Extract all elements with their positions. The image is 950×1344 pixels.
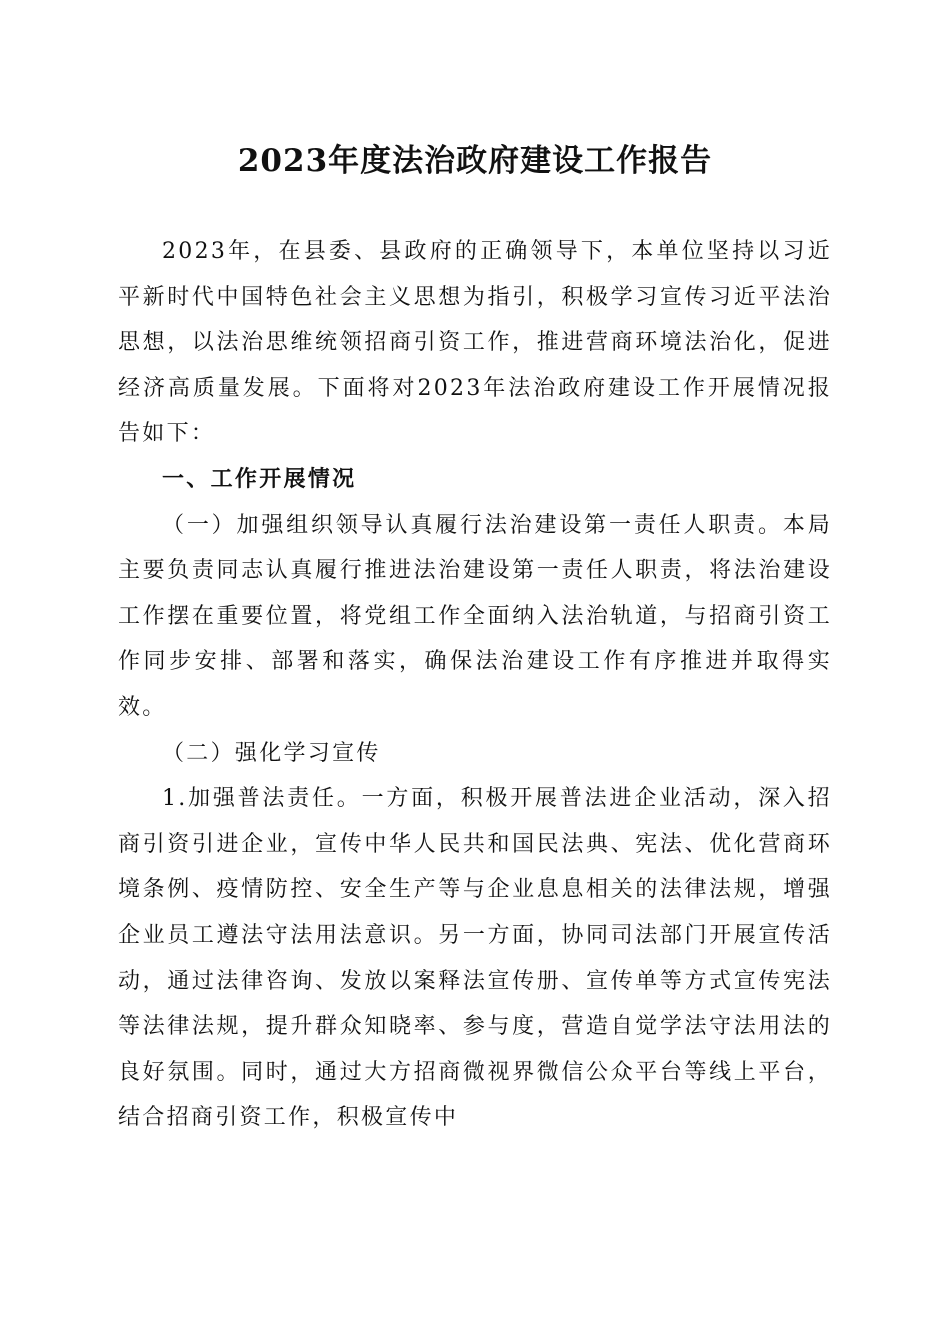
subsection-paragraph: （一）加强组织领导认真履行法治建设第一责任人职责。本局主要负责同志认真履行推进法治建设第一责任人职责，将法治建设工作摆在重要位置，将党组工作全面纳入法治轨道，与招商引资工作同步安排、部署和落实，确保法治建设工作有序推进并取得实效。 bbox=[118, 512, 832, 720]
intro-paragraph: 2023年，在县委、县政府的正确领导下，本单位坚持以习近平新时代中国特色社会主义思想为指引，积极学习宣传习近平法治思想，以法治思维统领招商引资工作，推进营商环境法治化，促进经济高质量发展。下面将对2023年法治政府建设工作开展情况报告如下： bbox=[118, 239, 832, 447]
subsection-heading: （二）强化学习宣传 bbox=[162, 740, 381, 766]
document-title: 2023年度法治政府建设工作报告 bbox=[237, 143, 713, 179]
item-paragraph: 1.加强普法责任。一方面，积极开展普法进企业活动，深入招商引资引进企业，宣传中华人民共和国民法典、宪法、优化营商环境条例、疫情防控、安全生产等与企业息息相关的法律法规，增强企业员工遵法守法用法意识。另一方面，协同司法部门开展宣传活动，通过法律咨询、发放以案释法宣传册、宣传单等方式宣传宪法等法律法规，提升群众知晓率、参与度，营造自觉学法守法用法的良好氛围。同时，通过大方招商微视界微信公众平台等线上平台，结合招商引资工作，积极宣传中 bbox=[118, 786, 832, 1131]
document-body bbox=[118, 229, 832, 1141]
section-heading: 一、工作开展情况 bbox=[162, 466, 357, 492]
